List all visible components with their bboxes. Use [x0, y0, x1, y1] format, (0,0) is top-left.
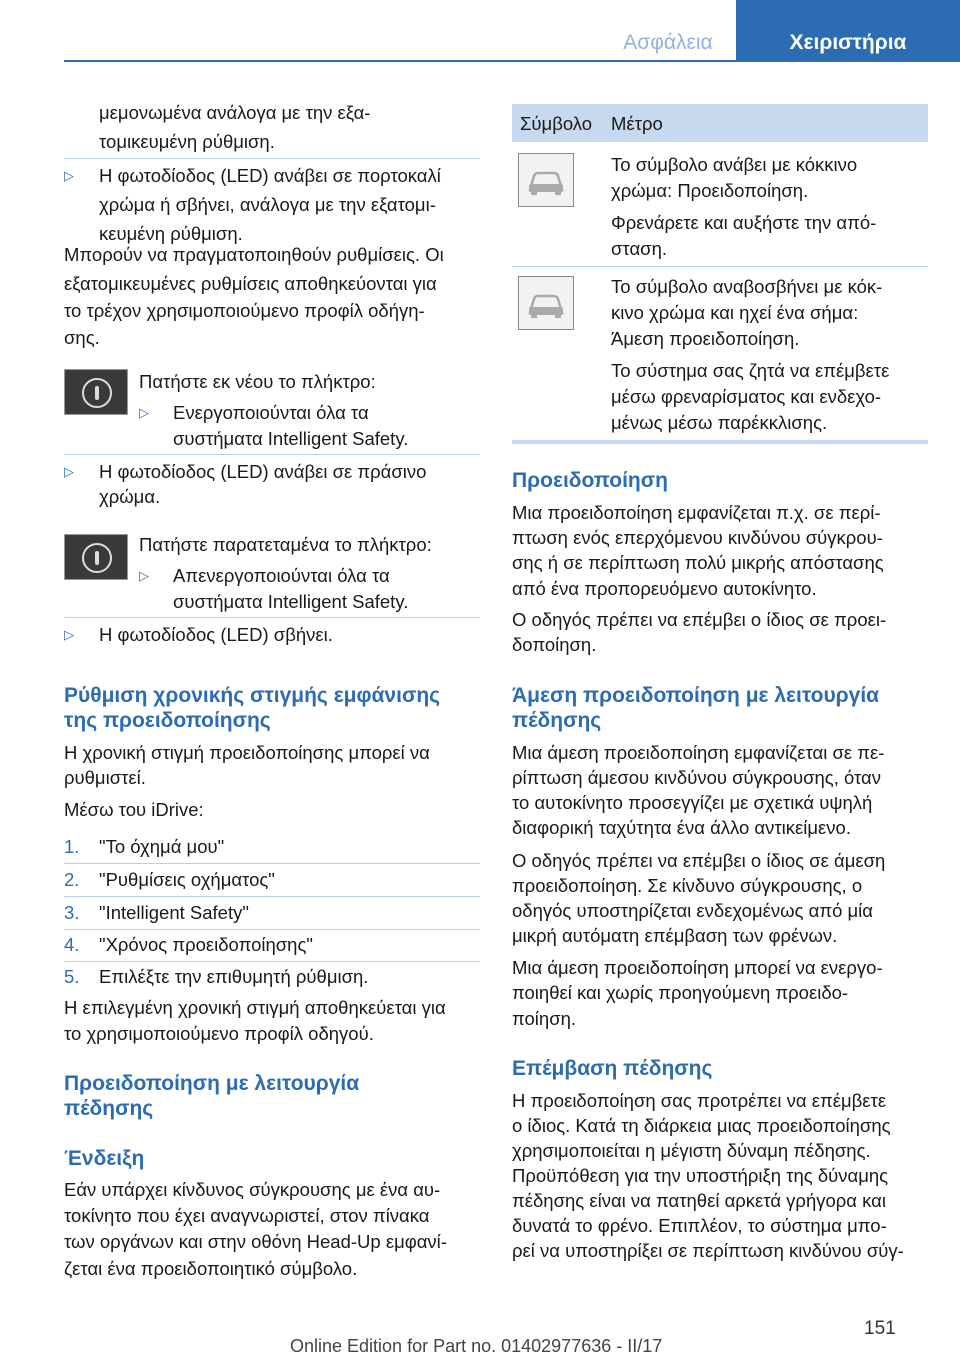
car-warning-icon	[518, 276, 574, 330]
column-header-measure: Μέτρο	[611, 113, 663, 134]
column-header-symbol: Σύμβολο	[520, 113, 593, 134]
text-line: Το σύμβολο αναβοσβήνει με κόκ‐	[611, 276, 883, 297]
section-heading: Προειδοποίηση	[512, 469, 668, 492]
text-line: Μια άμεση προειδοποίηση μπορεί να ενεργο‐	[512, 957, 883, 978]
text-line: Ο οδηγός πρέπει να επέμβει ο ίδιος σε άμεση	[512, 850, 886, 871]
text-line: διαφορική ταχύτητα ένα άλλο αντικείμενο.	[512, 817, 851, 838]
step-text: "Ρυθμίσεις οχήματος"	[99, 869, 275, 890]
text-line: το χρησιμοποιούμενο προφίλ οδηγού.	[64, 1023, 374, 1044]
text-line: δοποίηση.	[512, 634, 597, 655]
text-line: χρώμα: Προειδοποίηση.	[611, 180, 809, 201]
text-line: εξατομικευμένες ρυθμίσεις αποθηκεύονται για	[64, 273, 437, 294]
step-number: 1.	[64, 836, 80, 857]
text-line: προειδοποίηση. Σε κίνδυνο σύγκρουσης, ο	[512, 875, 863, 896]
text-line: μικρή αυτόματη επέμβαση των φρένων.	[512, 925, 838, 946]
header-rule	[64, 60, 960, 62]
divider	[64, 961, 480, 962]
text-line: κινο χρώμα και ηχεί ένα σήμα:	[611, 302, 859, 323]
text-line: ο ίδιος. Κατά τη διάρκεια μιας προειδοποίησης	[512, 1115, 891, 1136]
text-line: Το σύστημα σας ζητά να επέμβετε	[611, 360, 890, 381]
text-line: Η φωτοδίοδος (LED) ανάβει σε πράσινο	[99, 461, 427, 482]
car-warning-icon	[518, 153, 574, 207]
bullet-triangle-icon: ▷	[64, 168, 74, 183]
text-line: Μια προειδοποίηση εμφανίζεται π.χ. σε περί‐	[512, 502, 881, 523]
text-line: χρώμα ή σβήνει, ανάλογα με την εξατομι‐	[99, 194, 436, 215]
step-number: 5.	[64, 966, 80, 987]
text-line: Η προειδοποίηση σας προτρέπει να επέμβετε	[512, 1090, 887, 1111]
text-line: συστήματα Intelligent Safety.	[173, 428, 409, 449]
text-line: Μέσω του iDrive:	[64, 799, 204, 820]
text-line: πέδησης είναι να πατηθεί αρκετά γρήγορα και	[512, 1190, 886, 1211]
bullet-triangle-icon: ▷	[139, 568, 149, 583]
divider	[64, 158, 480, 159]
section-heading: πέδησης	[512, 709, 602, 732]
section-heading: Προειδοποίηση με λειτουργία	[64, 1072, 360, 1095]
text-line: από ένα προπορευόμενο αυτοκίνητο.	[512, 578, 817, 599]
text-line: το τρέχον χρησιμοποιούμενο προφίλ οδήγη‐	[64, 300, 425, 321]
text-line: δυνατά το φρένο. Επιπλέον, το σύστημα μπο‐	[512, 1215, 887, 1236]
text-line: πτωση ενός επερχόμενου κινδύνου σύγκρου‐	[512, 527, 883, 548]
text-line: σης.	[64, 327, 100, 348]
divider	[64, 929, 480, 930]
step-number: 2.	[64, 869, 80, 890]
step-number: 4.	[64, 934, 80, 955]
step-text: "Το όχημά μου"	[99, 836, 225, 857]
text-line: Μια άμεση προειδοποίηση εμφανίζεται σε πε‐	[512, 742, 885, 763]
text-line: των οργάνων και στην οθόνη Head-Up εμφανί‐	[64, 1231, 447, 1252]
text-line: Το σύμβολο ανάβει με κόκκινο	[611, 154, 858, 175]
step-text: Επιλέξτε την επιθυμητή ρύθμιση.	[99, 966, 369, 987]
text-line: Η φωτοδίοδος (LED) σβήνει.	[99, 624, 333, 645]
text-line: τομικευμένη ρύθμιση.	[99, 131, 275, 152]
text-line: Πατήστε εκ νέου το πλήκτρο:	[139, 371, 376, 392]
text-line: ποιηθεί και χωρίς προηγούμενη προειδο‐	[512, 982, 849, 1003]
text-line: μέσω φρεναρίσματος και ενδεχο‐	[611, 386, 882, 407]
bullet-triangle-icon: ▷	[139, 405, 149, 420]
text-line: οδηγός υποστηρίζεται ενδεχομένως από μία	[512, 900, 873, 921]
tab-operation[interactable]: Χειριστήρια	[736, 0, 960, 60]
divider	[64, 863, 480, 864]
text-line: ποίηση.	[512, 1008, 577, 1029]
tab-safety[interactable]: Ασφάλεια	[623, 31, 713, 54]
text-line: Πατήστε παρατεταμένα το πλήκτρο:	[139, 534, 432, 555]
text-line: χρησιμοποιείται η μέγιστη δύναμη πέδησης.	[512, 1140, 871, 1161]
text-line: τοκίνητο που έχει αναγνωριστεί, στον πίνακα	[64, 1205, 430, 1226]
section-heading: Ρύθμιση χρονικής στιγμής εμφάνισης	[64, 684, 441, 707]
safety-button-image	[64, 369, 128, 415]
divider	[64, 896, 480, 897]
text-line: Η φωτοδίοδος (LED) ανάβει σε πορτοκαλί	[99, 165, 441, 186]
text-line: σταση.	[611, 238, 668, 259]
divider	[512, 266, 928, 267]
safety-button-image	[64, 534, 128, 580]
section-heading: της προειδοποίησης	[64, 709, 271, 732]
section-heading: Άμεση προειδοποίηση με λειτουργία	[512, 684, 880, 707]
text-line: Ενεργοποιούνται όλα τα	[173, 402, 369, 423]
bullet-triangle-icon: ▷	[64, 464, 74, 479]
text-line: Η επιλεγμένη χρονική στιγμή αποθηκεύεται για	[64, 997, 446, 1018]
text-line: ρίπτωση άμεσου κινδύνου σύγκρουσης, όταν	[512, 767, 882, 788]
assist-icon	[82, 543, 112, 573]
page-header	[0, 0, 960, 62]
text-line: ζεται ένα προειδοποιητικό σύμβολο.	[64, 1258, 358, 1279]
text-line: Άμεση προειδοποίηση.	[611, 328, 800, 349]
table-bottom-rule	[512, 440, 928, 444]
bullet-triangle-icon: ▷	[64, 627, 74, 642]
step-text: "Χρόνος προειδοποίησης"	[99, 934, 313, 955]
table-header	[512, 104, 928, 142]
subsection-heading: Ένδειξη	[64, 1147, 145, 1170]
assist-icon	[82, 378, 112, 408]
edition-footer: Online Edition for Part no. 01402977636 - II/17	[290, 1336, 663, 1356]
text-line: Η χρονική στιγμή προειδοποίησης μπορεί να	[64, 742, 430, 763]
text-line: συστήματα Intelligent Safety.	[173, 591, 409, 612]
text-line: μένως μέσω παρέκκλισης.	[611, 412, 828, 433]
divider	[64, 454, 480, 455]
text-line: σης ή σε περίπτωση πολύ μικρής απόστασης	[512, 552, 884, 573]
text-line: Μπορούν να πραγματοποιηθούν ρυθμίσεις. Οι	[64, 244, 444, 265]
section-heading: Επέμβαση πέδησης	[512, 1057, 713, 1080]
text-line: μεμονωμένα ανάλογα με την εξα‐	[99, 102, 371, 123]
text-line: κευμένη ρύθμιση.	[99, 223, 243, 244]
text-line: το αυτοκίνητο προσεγγίζει με σχετικά υψηλή	[512, 792, 873, 813]
text-line: Ο οδηγός πρέπει να επέμβει ο ίδιος σε προει‐	[512, 609, 887, 630]
text-line: Φρενάρετε και αυξήστε την από‐	[611, 212, 877, 233]
text-line: χρώμα.	[99, 486, 161, 507]
text-line: Προϋπόθεση για την υποστήριξη της δύναμης	[512, 1165, 889, 1186]
page-number: 151	[864, 1318, 896, 1339]
text-line: Απενεργοποιούνται όλα τα	[173, 565, 390, 586]
step-number: 3.	[64, 902, 80, 923]
step-text: "Intelligent Safety"	[99, 902, 249, 923]
text-line: ρεί να υποστηρίξει σε περίπτωση κινδύνου σύγ‐	[512, 1240, 904, 1261]
section-heading: πέδησης	[64, 1097, 154, 1120]
text-line: ρυθμιστεί.	[64, 767, 146, 788]
divider	[64, 617, 480, 618]
text-line: Εάν υπάρχει κίνδυνος σύγκρουσης με ένα αυ‐	[64, 1179, 441, 1200]
